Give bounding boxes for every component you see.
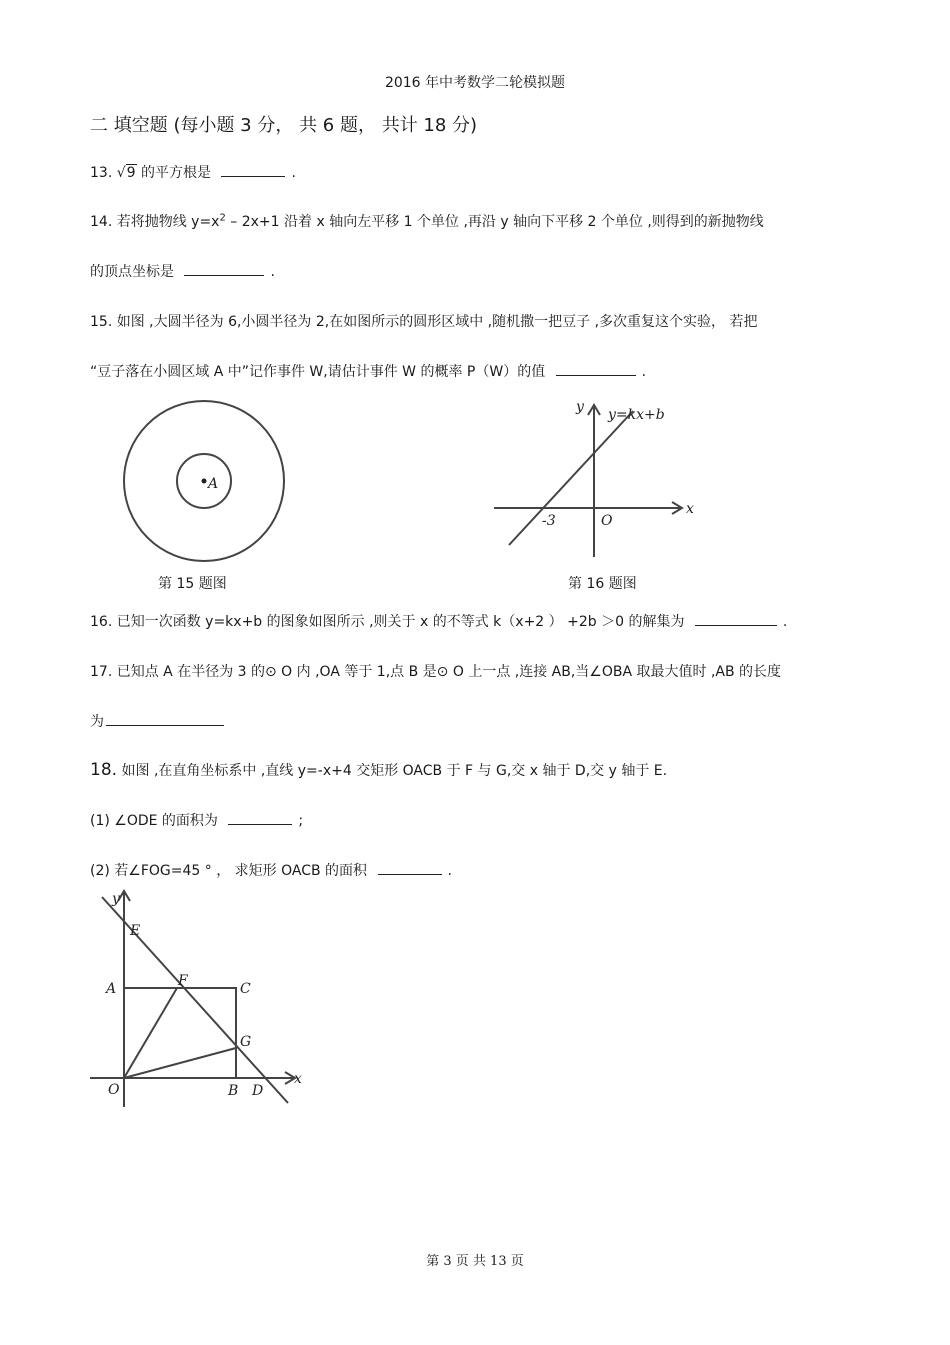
label-f: F [178,973,188,989]
page-title: 2016 年中考数学二轮模拟题 [384,75,566,91]
label-g: G [240,1034,252,1050]
q14-exponent: 2 [219,212,226,224]
line-equation-label: y=kx+b [608,407,665,423]
q14-end: . [270,264,275,280]
point-a-dot [202,479,207,484]
answer-blank-17[interactable] [106,711,224,726]
q16-text: 16. 已知一次函数 y=kx+b 的图象如图所示 ,则关于 x 的不等式 k（x+2 ） +2b ＞0 的解集为 [90,614,685,630]
question-13 [90,162,296,182]
question-18-line1 [90,760,667,780]
label-c: C [240,981,251,997]
q13-end: . [291,165,296,181]
q13-number: 13. [90,165,113,181]
q17-text-line2: 为 [90,714,104,730]
answer-blank-18-1[interactable] [228,810,292,825]
y-axis-label: y [576,399,584,415]
segment-og [124,1048,236,1078]
q16-end: . [782,614,788,630]
page-footer: 第 3 页 共 13 页 [426,1254,524,1269]
q15-text-line2: “豆子落在小圆区域 A 中”记作事件 W,请估计事件 W 的概率 P（W）的值 [90,364,546,380]
question-14-line2 [90,261,275,281]
question-15-line2 [90,361,646,381]
answer-blank-14[interactable] [184,261,264,276]
label-o: O [108,1082,120,1098]
question-15-line1: 15. 如图 ,大圆半径为 6,小圆半径为 2,在如图所示的圆形区域中 ,随机撒一把豆子 ,多次重复这个实验， 若把 [90,314,758,330]
label-a: A [106,981,117,997]
q18-part2-text: (2) 若∠FOG=45 ° ， 求矩形 OACB 的面积 [90,863,368,879]
section-title: 二 填空题 (每小题 3 分， 共 6 题， 共计 18 分) [90,115,478,136]
question-17-line2 [90,711,230,731]
figure-16 [490,395,705,565]
q14-text-line2: 的顶点坐标是 [90,264,174,280]
q14-text-b: – 2x+1 沿着 x 轴向左平移 1 个单位 ,再沿 y 轴向下平移 2 个单位 ,则得到的新抛物线 [225,214,764,230]
figure-16-caption: 第 16 题图 [568,576,637,592]
answer-blank-13[interactable] [221,162,285,177]
label-e: E [130,923,141,939]
segment-of [124,988,177,1078]
question-17-line1: 17. 已知点 A 在半径为 3 的⊙ O 内 ,OA 等于 1,点 B 是⊙ O 上一点 ,连接 AB,当∠OBA 取最大值时 ,AB 的长度 [90,664,782,680]
answer-blank-15[interactable] [556,361,636,376]
x-axis-label: x [686,501,694,517]
graph-line-y-kx-b [509,411,633,545]
q18-part1-text: (1) ∠ODE 的面积为 [90,813,218,829]
q15-end: . [641,364,647,380]
label-b: B [228,1083,239,1099]
q14-text-a: 14. 若将抛物线 y=x [90,214,220,230]
question-18-part2 [90,860,452,880]
question-18-part1 [90,810,303,830]
q13-text: 的平方根是 [141,165,212,181]
question-16 [90,611,787,631]
label-y: y [112,891,120,907]
figure-15-caption: 第 15 题图 [158,576,227,592]
x-intercept-label: -3 [542,513,556,529]
answer-blank-18-2[interactable] [378,860,442,875]
label-x: x [294,1071,302,1087]
q18-text: 如图 ,在直角坐标系中 ,直线 y=-x+4 交矩形 OACB 于 F 与 G,交 x 轴于 D,交 y 轴于 E. [121,763,668,779]
q18-part1-end: ; [298,813,304,829]
answer-blank-16[interactable] [695,611,777,626]
label-d: D [252,1083,264,1099]
point-a-label: A [208,476,219,492]
figure-18 [88,885,308,1105]
origin-label: O [601,513,613,529]
q18-part2-end: . [447,863,452,879]
q18-number: 18. [90,760,118,780]
question-14-line1 [90,211,764,231]
figure-15 [120,395,290,565]
sqrt-symbol: √9 [116,165,136,181]
q13-radicand: 9 [126,165,136,181]
rectangle-oacb [124,988,236,1078]
